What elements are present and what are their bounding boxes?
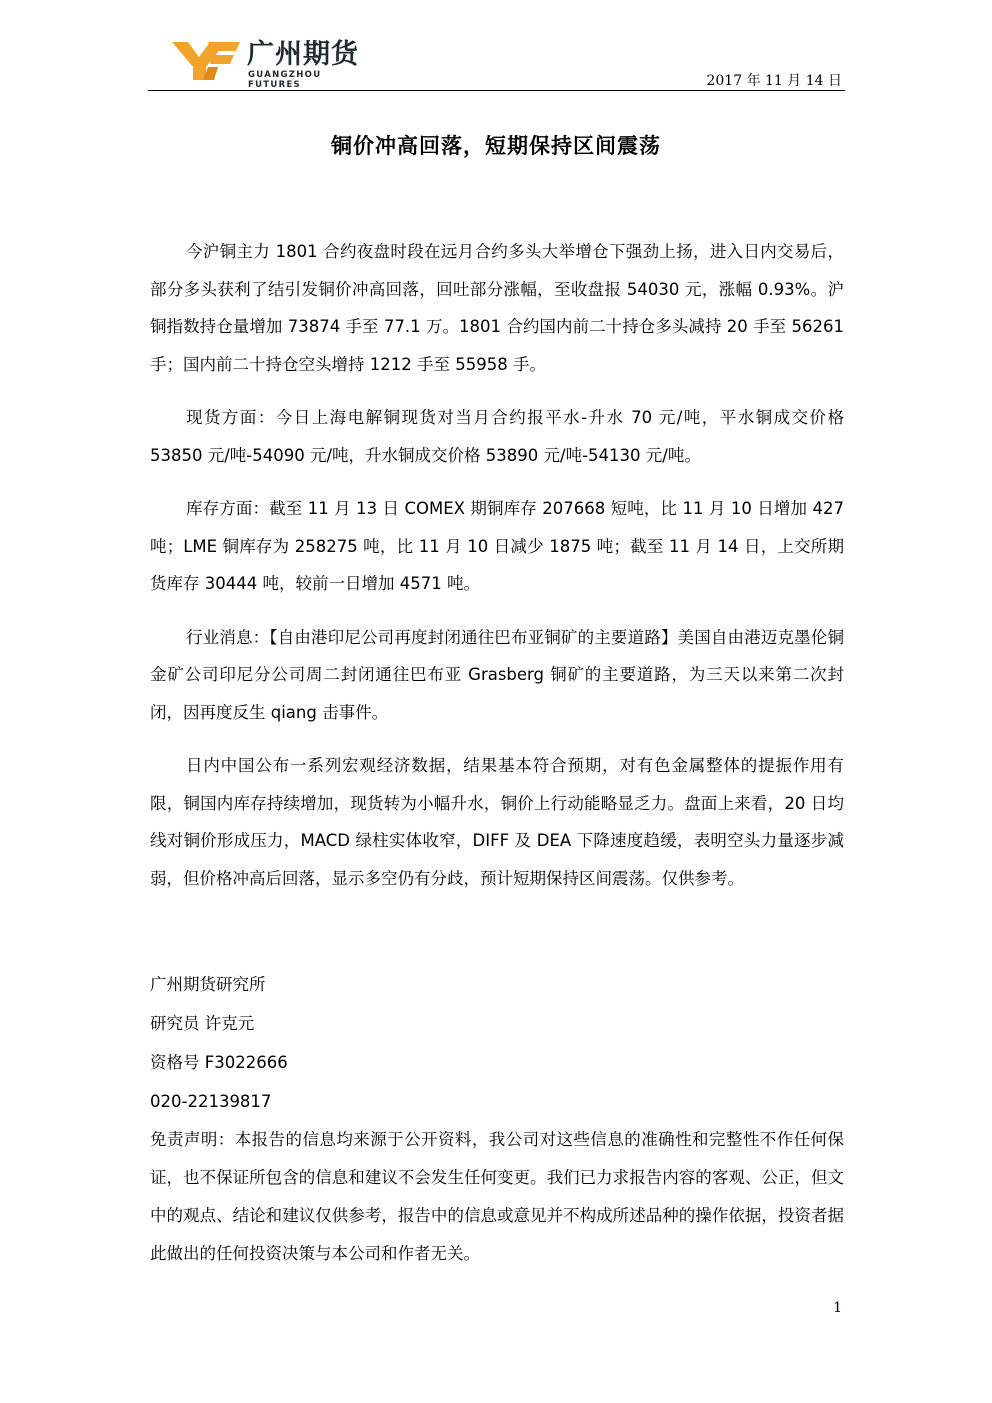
logo-chinese-text: 广州期货: [247, 39, 359, 70]
signature-block: [150, 965, 844, 1273]
report-date: 2017 年 11 月 14 日: [706, 73, 842, 89]
license-number: 资格号 F3022666: [150, 1053, 288, 1072]
paragraph-spot: 现货方面：今日上海电解铜现货对当月合约报平水-升水 70 元/吨，平水铜成交价格 53850 元/吨-54090 元/吨，升水铜成交价格 53890 元/吨-54130 元/吨。: [150, 408, 844, 465]
paragraph-outlook: 日内中国公布一系列宏观经济数据，结果基本符合预期，对有色金属整体的提振作用有限，铜国内库存持续增加，现货转为小幅升水，铜价上行动能略显乏力。盘面上来看，20 日均线对铜价形成压力，MACD 绿柱实体收窄，DIFF 及 DEA 下降速度趋缓，表明空头力量逐步减弱，但价格冲高后回落，显示多空仍有分歧，预计短期保持区间震荡。仅供参考。: [150, 756, 844, 888]
logo-english-text: GUANGZHOU FUTURES: [248, 70, 322, 90]
company-logo: [172, 38, 372, 90]
institute-name: 广州期货研究所: [150, 975, 266, 994]
disclaimer: 免责声明：本报告的信息均来源于公开资料，我公司对这些信息的准确性和完整性不作任何保证，也不保证所包含的信息和建议不会发生任何变更。我们已力求报告内容的客观、公正，但文中的观点、结论和建议仅供参考，报告中的信息或意见并不构成所述品种的操作依据，投资者据此做出的任何投资决策与本公司和作者无关。: [150, 1130, 844, 1263]
report-title: 铜价冲高回落，短期保持区间震荡: [331, 134, 661, 158]
researcher-name: 研究员 许克元: [150, 1014, 255, 1033]
paragraph-market: 今沪铜主力 1801 合约夜盘时段在远月合约多头大举增仓下强劲上扬，进入日内交易后，部分多头获利了结引发铜价冲高回落，回吐部分涨幅，至收盘报 54030 元，涨幅 0.93%。沪铜指数持仓量增加 73874 手至 77.1 万。1801 合约国内前二十持仓多头减持 20 手至 56261 手；国内前二十持仓空头增持 1212 手至 55958 手。: [150, 242, 844, 374]
report-body: [150, 233, 844, 913]
paragraph-industry-news: 行业消息：【自由港印尼公司再度封闭通往巴布亚铜矿的主要道路】美国自由港迈克墨伦铜金矿公司印尼分公司周二封闭通往巴布亚 Grasberg 铜矿的主要道路，为三天以来第二次封闭，因再度反生 qiang 击事件。: [150, 627, 844, 722]
header-divider: [148, 90, 845, 91]
company-logo-icon: [172, 38, 240, 82]
paragraph-inventory: 库存方面：截至 11 月 13 日 COMEX 期铜库存 207668 短吨，比 11 月 10 日增加 427 吨；LME 铜库存为 258275 吨，比 11 月 10 日减少 1875 吨；截至 11 月 14 日，上交所期货库存 30444 吨，较前一日增加 4571 吨。: [150, 499, 844, 593]
phone-number: 020-22139817: [150, 1092, 272, 1111]
page-number: 1: [833, 1300, 842, 1316]
